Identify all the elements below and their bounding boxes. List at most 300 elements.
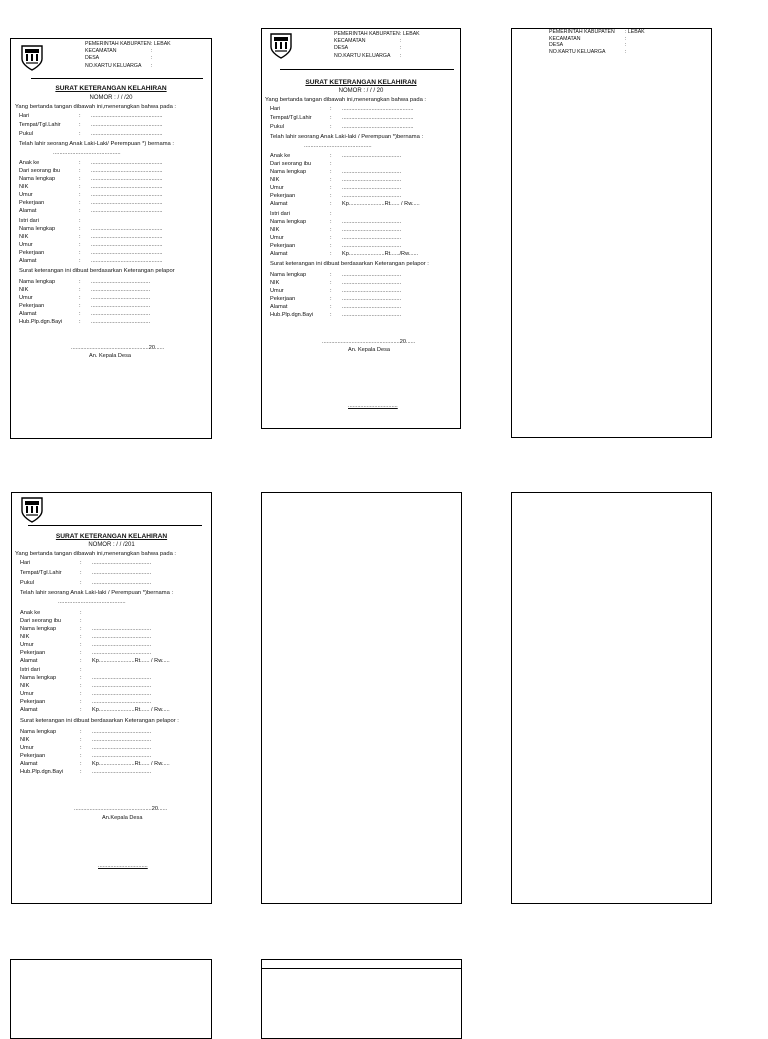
form-text: ...................................... — [91, 319, 151, 325]
intro-text: Yang bertanda tangan dibawah ini,menerangkan bahwa pada : — [15, 104, 177, 110]
form-text: Alamat — [20, 658, 38, 664]
form-text: : — [79, 258, 81, 264]
form-text: : — [79, 319, 81, 325]
form-text: ...................................... — [91, 295, 151, 301]
form-text: Umur — [270, 235, 284, 241]
form-text: : — [80, 761, 82, 767]
form-text: Nama lengkap — [270, 272, 307, 278]
form-text: : — [330, 161, 332, 167]
form-text: .............................................. — [342, 106, 414, 112]
child-name-dots: .......................................... — [304, 143, 372, 149]
date-line: ..................................................20...... — [322, 339, 416, 345]
form-text: : — [79, 192, 81, 198]
form-text: : — [79, 250, 81, 256]
field-pelapor-umur — [19, 295, 150, 302]
born-text: Telah lahir seorang Anak Laki-Laki/ Perempuan *) bernama : — [19, 141, 174, 147]
signature-line: ................................ — [348, 403, 398, 409]
header-divider — [31, 78, 203, 79]
form-text: ...................................... — [92, 675, 152, 681]
field-ibu-alamat — [20, 658, 170, 665]
form-text: .............................................. — [91, 131, 163, 137]
form-text: ...................................... — [342, 312, 402, 318]
form-text: ...................................... — [92, 650, 152, 656]
pelapor-text: Surat keterangan ini dibuat berdasarkan Keterangan pelapor : — [20, 718, 179, 724]
field-ayah-umur — [270, 235, 401, 242]
form-text: .............................................. — [91, 160, 163, 166]
field-pelapor-alamat — [19, 311, 150, 318]
pelapor-text: Surat keterangan ini dibuat berdasarkan Keterangan pelapor : — [270, 261, 429, 267]
form-text: .............................................. — [91, 200, 163, 206]
form-text: : — [330, 185, 332, 191]
header-info — [85, 41, 171, 70]
form-text: Nama lengkap — [270, 169, 307, 175]
form-text: : — [80, 667, 82, 673]
form-text: ...................................... — [92, 642, 152, 648]
form-text: : — [79, 184, 81, 190]
form-text: : — [330, 219, 332, 225]
form-text: ...................................... — [342, 169, 402, 175]
field-hari — [270, 106, 414, 113]
form-text: .............................................. — [91, 176, 163, 182]
form-text: : LEBAK — [625, 29, 645, 35]
form-text: : — [80, 769, 82, 775]
form-text: .............................................. — [91, 258, 163, 264]
signature-line: ................................ — [98, 863, 148, 869]
form-text: Nama lengkap — [19, 279, 56, 285]
form-text: Kp.......................Rt...... / Rw..... — [92, 658, 170, 664]
form-text: NIK — [20, 634, 30, 640]
child-name-dots: .......................................... — [58, 599, 126, 605]
form-text: ...................................... — [342, 288, 402, 294]
form-text: : — [625, 48, 627, 55]
form-text: ...................................... — [342, 243, 402, 249]
form-panel-8 — [261, 959, 462, 1039]
form-text: : — [79, 176, 81, 182]
field-pelapor-hub — [270, 312, 401, 319]
form-text: Umur — [20, 642, 34, 648]
form-number: NOMOR : / / /20 — [89, 95, 133, 101]
form-text: Alamat — [270, 201, 288, 207]
form-text: Umur — [19, 242, 33, 248]
form-text: Hub.Plp.dgn.Bayi — [20, 769, 64, 775]
form-text: Kp.......................Rt....../Rw...... — [342, 251, 419, 257]
field-ibu — [20, 618, 92, 625]
form-text: ...................................... — [92, 729, 152, 735]
form-text: Pukul — [20, 580, 34, 586]
form-text: ...................................... — [91, 279, 151, 285]
pelapor-text: Surat keterangan ini dibuat berdasarkan Keterangan pelapor — [19, 268, 175, 274]
form-text: Istri dari — [20, 667, 40, 673]
form-text: Pekerjaan — [270, 243, 296, 249]
form-text: Pukul — [270, 124, 284, 130]
form-text: : — [80, 642, 82, 648]
field-ayah-alamat — [19, 258, 163, 265]
field-ibu — [270, 161, 342, 168]
form-text: Tempat/Tgl.Lahir — [19, 122, 61, 128]
form-panel-1 — [10, 38, 212, 439]
field-ayah-umur — [19, 242, 163, 249]
form-text: : — [330, 312, 332, 318]
field-ayah-pekerjaan — [20, 699, 151, 706]
field-hari — [20, 560, 151, 567]
form-text: ...................................... — [92, 626, 152, 632]
field-ibu-nik — [19, 184, 163, 191]
form-text: : — [330, 115, 332, 121]
form-number: NOMOR : / / /201 — [88, 542, 135, 548]
form-number: NOMOR : / / / 20 — [338, 88, 384, 94]
field-ibu-umur — [270, 185, 401, 192]
form-panel-3 — [511, 28, 712, 438]
field-ibu-umur — [20, 642, 151, 649]
form-text: NIK — [270, 280, 280, 286]
form-text: : — [79, 242, 81, 248]
field-ayah-alamat — [270, 251, 418, 258]
form-text: : — [79, 303, 81, 309]
form-text: : — [330, 243, 332, 249]
form-text: : — [79, 113, 81, 119]
form-text: .............................................. — [91, 242, 163, 248]
form-text: : — [79, 208, 81, 214]
field-ayah-nik — [19, 234, 163, 241]
form-text: DESA — [334, 45, 349, 52]
field-ibu-pekerjaan — [19, 200, 163, 207]
form-text: : — [330, 304, 332, 310]
form-text: NIK — [20, 737, 30, 743]
form-text: : LEBAK — [400, 31, 420, 37]
form-text: Umur — [270, 288, 284, 294]
form-text: KECAMATAN — [85, 48, 117, 55]
form-text: : — [151, 55, 153, 62]
form-text: Nama lengkap — [20, 626, 57, 632]
form-title: SURAT KETERANGAN KELAHIRAN — [305, 79, 417, 86]
field-istri-dari — [270, 211, 342, 218]
form-text: Dari seorang ibu — [20, 618, 62, 624]
header-divider — [262, 968, 461, 969]
born-text: Telah lahir seorang Anak Laki-laki / Perempuan *)bernama : — [270, 134, 424, 140]
field-tempat-tgl-lahir — [19, 122, 163, 129]
form-text: NO.KARTU KELUARGA — [334, 52, 391, 59]
form-text: ...................................... — [342, 296, 402, 302]
form-text: Kp.......................Rt...... / Rw..... — [92, 761, 170, 767]
signatory-title: An. Kepala Desa — [348, 347, 390, 353]
form-text: Hub.Plp.dgn.Bayi — [270, 312, 314, 318]
form-text: : — [80, 745, 82, 751]
field-ibu — [19, 168, 163, 175]
date-line: ..................................................20...... — [74, 806, 168, 812]
form-text: ...................................... — [92, 570, 152, 576]
form-text: .............................................. — [91, 113, 163, 119]
form-text: .............................................. — [91, 184, 163, 190]
intro-text: Yang bertanda tangan dibawah ini,menerangkan bahwa pada : — [15, 551, 177, 557]
form-text: : — [625, 35, 627, 42]
form-text: Umur — [20, 691, 34, 697]
form-text: : — [330, 201, 332, 207]
field-ayah-umur — [20, 691, 151, 698]
form-text: : — [80, 634, 82, 640]
field-pukul — [20, 580, 151, 587]
form-text: Hari — [270, 106, 281, 112]
field-ayah-nama — [20, 675, 151, 682]
form-text: : — [79, 295, 81, 301]
form-text: Istri dari — [19, 218, 39, 224]
field-ayah-alamat — [20, 707, 170, 714]
form-text: : — [625, 42, 627, 49]
field-pelapor-hub — [20, 769, 151, 776]
field-ibu-nik — [20, 634, 151, 641]
field-pelapor-nama — [20, 729, 151, 736]
form-text: Pekerjaan — [19, 200, 45, 206]
form-text: : — [80, 570, 82, 576]
form-text: Alamat — [270, 304, 288, 310]
form-text: Nama lengkap — [19, 226, 56, 232]
form-text: : — [151, 62, 153, 69]
form-text: : — [151, 48, 153, 55]
header-info — [334, 31, 420, 60]
form-text: : — [80, 707, 82, 713]
form-text: ...................................... — [91, 287, 151, 293]
form-text: Umur — [20, 745, 34, 751]
form-text: ...................................... — [92, 560, 152, 566]
field-pelapor-nik — [19, 287, 150, 294]
form-text: Anak ke — [270, 153, 291, 159]
form-text: ...................................... — [342, 185, 402, 191]
field-ibu-nama — [270, 169, 401, 176]
form-text: : — [79, 234, 81, 240]
field-hari — [19, 113, 163, 120]
form-text: Alamat — [20, 707, 38, 713]
form-text: : — [330, 272, 332, 278]
form-text: NIK — [270, 177, 280, 183]
form-text: .............................................. — [91, 234, 163, 240]
form-text: KECAMATAN — [549, 35, 581, 42]
field-pelapor-umur — [20, 745, 151, 752]
form-text: : — [80, 560, 82, 566]
form-text: Hub.Plp.dgn.Bayi — [19, 319, 63, 325]
form-text: Hari — [20, 560, 31, 566]
field-ibu-alamat — [19, 208, 163, 215]
form-text: : — [80, 737, 82, 743]
form-text: : — [79, 160, 81, 166]
field-ayah-nama — [270, 219, 401, 226]
form-text: Umur — [19, 192, 33, 198]
form-title: SURAT KETERANGAN KELAHIRAN — [55, 85, 167, 92]
form-text: Pekerjaan — [19, 250, 45, 256]
form-text: ...................................... — [92, 769, 152, 775]
form-text: NO.KARTU KELUARGA — [549, 48, 606, 55]
form-text: : — [79, 287, 81, 293]
form-text: : — [330, 124, 332, 130]
field-tempat-tgl-lahir — [20, 570, 151, 577]
field-pelapor-pekerjaan — [20, 753, 151, 760]
field-anak-ke — [20, 610, 92, 617]
form-text: : — [330, 177, 332, 183]
form-text: ...................................... — [92, 691, 152, 697]
form-text: Pekerjaan — [270, 296, 296, 302]
form-text: Nama lengkap — [20, 675, 57, 681]
signatory-title: An. Kepala Desa — [89, 353, 131, 359]
field-pelapor-nik — [270, 280, 401, 287]
form-text: : — [330, 153, 332, 159]
form-text: : — [79, 168, 81, 174]
field-istri-dari — [19, 218, 91, 225]
form-text: ...................................... — [92, 745, 152, 751]
form-text: : — [330, 251, 332, 257]
form-text: ...................................... — [342, 227, 402, 233]
form-text: ...................................... — [342, 153, 402, 159]
form-text: NIK — [20, 683, 30, 689]
form-text: : — [330, 106, 332, 112]
form-text: Istri dari — [270, 211, 290, 217]
form-text: ...................................... — [91, 311, 151, 317]
form-text: : — [80, 658, 82, 664]
form-text: Kp.......................Rt...... / Rw..... — [92, 707, 170, 713]
field-pelapor-pekerjaan — [19, 303, 150, 310]
field-ibu-nama — [19, 176, 163, 183]
field-ibu-nik — [270, 177, 401, 184]
form-text: : — [79, 226, 81, 232]
form-text: : — [79, 131, 81, 137]
form-text: : — [79, 218, 81, 224]
form-text: Alamat — [19, 258, 37, 264]
header-divider — [28, 525, 202, 526]
form-text: .............................................. — [342, 115, 414, 121]
field-pelapor-nik — [20, 737, 151, 744]
form-text: : — [80, 753, 82, 759]
field-ayah-nik — [20, 683, 151, 690]
form-text: DESA — [549, 42, 564, 49]
form-text: Pekerjaan — [270, 193, 296, 199]
field-pelapor-hub — [19, 319, 150, 326]
form-text: NIK — [19, 234, 29, 240]
form-text: ...................................... — [342, 280, 402, 286]
form-text: NO.KARTU KELUARGA — [85, 62, 142, 69]
form-text: ...................................... — [342, 304, 402, 310]
form-text: : LEBAK — [151, 41, 171, 47]
form-text: : — [330, 288, 332, 294]
form-text: PEMERINTAH KABUPATEN — [85, 41, 151, 47]
form-text: .............................................. — [91, 250, 163, 256]
field-ayah-pekerjaan — [19, 250, 163, 257]
form-title: SURAT KETERANGAN KELAHIRAN — [55, 533, 168, 540]
field-pelapor-nama — [19, 279, 150, 286]
form-text: ...................................... — [92, 737, 152, 743]
form-text: .............................................. — [91, 226, 163, 232]
form-text: : — [79, 311, 81, 317]
form-text: ...................................... — [342, 177, 402, 183]
form-text: ...................................... — [91, 303, 151, 309]
born-text: Telah lahir seorang Anak Laki-laki / Perempuan *)bernama : — [20, 590, 174, 596]
form-text: PEMERINTAH KABUPATEN — [334, 31, 400, 37]
form-text: Pekerjaan — [19, 303, 45, 309]
form-text: ...................................... — [92, 753, 152, 759]
form-text: Tempat/Tgl.Lahir — [270, 115, 312, 121]
form-text: ...................................... — [342, 235, 402, 241]
form-text: KECAMATAN — [334, 38, 366, 45]
form-text: : — [330, 193, 332, 199]
form-text: NIK — [270, 227, 280, 233]
form-text: : — [330, 235, 332, 241]
regency-emblem-icon — [20, 495, 44, 523]
form-text: : — [400, 45, 402, 52]
form-text: Umur — [270, 185, 284, 191]
form-text: Dari seorang ibu — [270, 161, 312, 167]
field-ibu-pekerjaan — [20, 650, 151, 657]
header-divider — [280, 69, 454, 70]
intro-text: Yang bertanda tangan dibawah ini,menerangkan bahwa pada : — [265, 97, 427, 103]
form-text: ...................................... — [342, 193, 402, 199]
regency-emblem-icon — [20, 43, 44, 71]
form-text: .............................................. — [91, 192, 163, 198]
form-text: .............................................. — [91, 168, 163, 174]
field-pukul — [270, 124, 414, 131]
form-panel-7 — [10, 959, 212, 1039]
field-ibu-nama — [20, 626, 151, 633]
form-text: DESA — [85, 55, 100, 62]
form-text: ...................................... — [92, 634, 152, 640]
form-text: ...................................... — [342, 272, 402, 278]
header-info — [549, 29, 645, 55]
form-text: : — [80, 729, 82, 735]
form-text: : — [330, 169, 332, 175]
field-tempat-tgl-lahir — [270, 115, 414, 122]
field-pelapor-pekerjaan — [270, 296, 401, 303]
form-text: : — [400, 38, 402, 45]
field-anak-ke — [270, 153, 401, 160]
form-text: .............................................. — [342, 124, 414, 130]
form-panel-4 — [11, 492, 212, 904]
field-pelapor-umur — [270, 288, 401, 295]
form-text: : — [79, 200, 81, 206]
field-ibu-pekerjaan — [270, 193, 401, 200]
signatory-title: An.Kepala Desa — [102, 815, 143, 821]
form-text: ...................................... — [92, 683, 152, 689]
form-text: Anak ke — [20, 610, 41, 616]
form-text: Tempat/Tgl.Lahir — [20, 570, 62, 576]
field-ibu-umur — [19, 192, 163, 199]
form-panel-6 — [511, 492, 712, 904]
form-text: : — [330, 296, 332, 302]
form-text: : — [330, 211, 332, 217]
form-text: Pekerjaan — [20, 650, 46, 656]
form-text: Alamat — [270, 251, 288, 257]
form-text: .............................................. — [91, 122, 163, 128]
form-text: ...................................... — [92, 699, 152, 705]
form-text: Alamat — [20, 761, 38, 767]
form-text: ...................................... — [92, 580, 152, 586]
form-text: : — [80, 580, 82, 586]
child-name-dots: .......................................... — [53, 150, 121, 156]
form-text: : — [80, 691, 82, 697]
field-istri-dari — [20, 667, 92, 674]
field-pelapor-alamat — [270, 304, 401, 311]
form-text: Nama lengkap — [270, 219, 307, 225]
form-text: Nama lengkap — [20, 729, 57, 735]
form-text: : — [79, 279, 81, 285]
form-text: Kp.......................Rt...... / Rw..... — [342, 201, 420, 207]
field-anak-ke — [19, 160, 163, 167]
form-text: : — [80, 683, 82, 689]
form-text: ...................................... — [342, 219, 402, 225]
form-text: Hari — [19, 113, 30, 119]
form-text: : — [330, 280, 332, 286]
form-text: Pekerjaan — [20, 753, 46, 759]
form-text: : — [400, 52, 402, 59]
form-text: : — [80, 650, 82, 656]
form-text: NIK — [19, 287, 29, 293]
form-text: Pukul — [19, 131, 33, 137]
form-text: : — [80, 626, 82, 632]
form-text: PEMERINTAH KABUPATEN — [549, 29, 615, 35]
